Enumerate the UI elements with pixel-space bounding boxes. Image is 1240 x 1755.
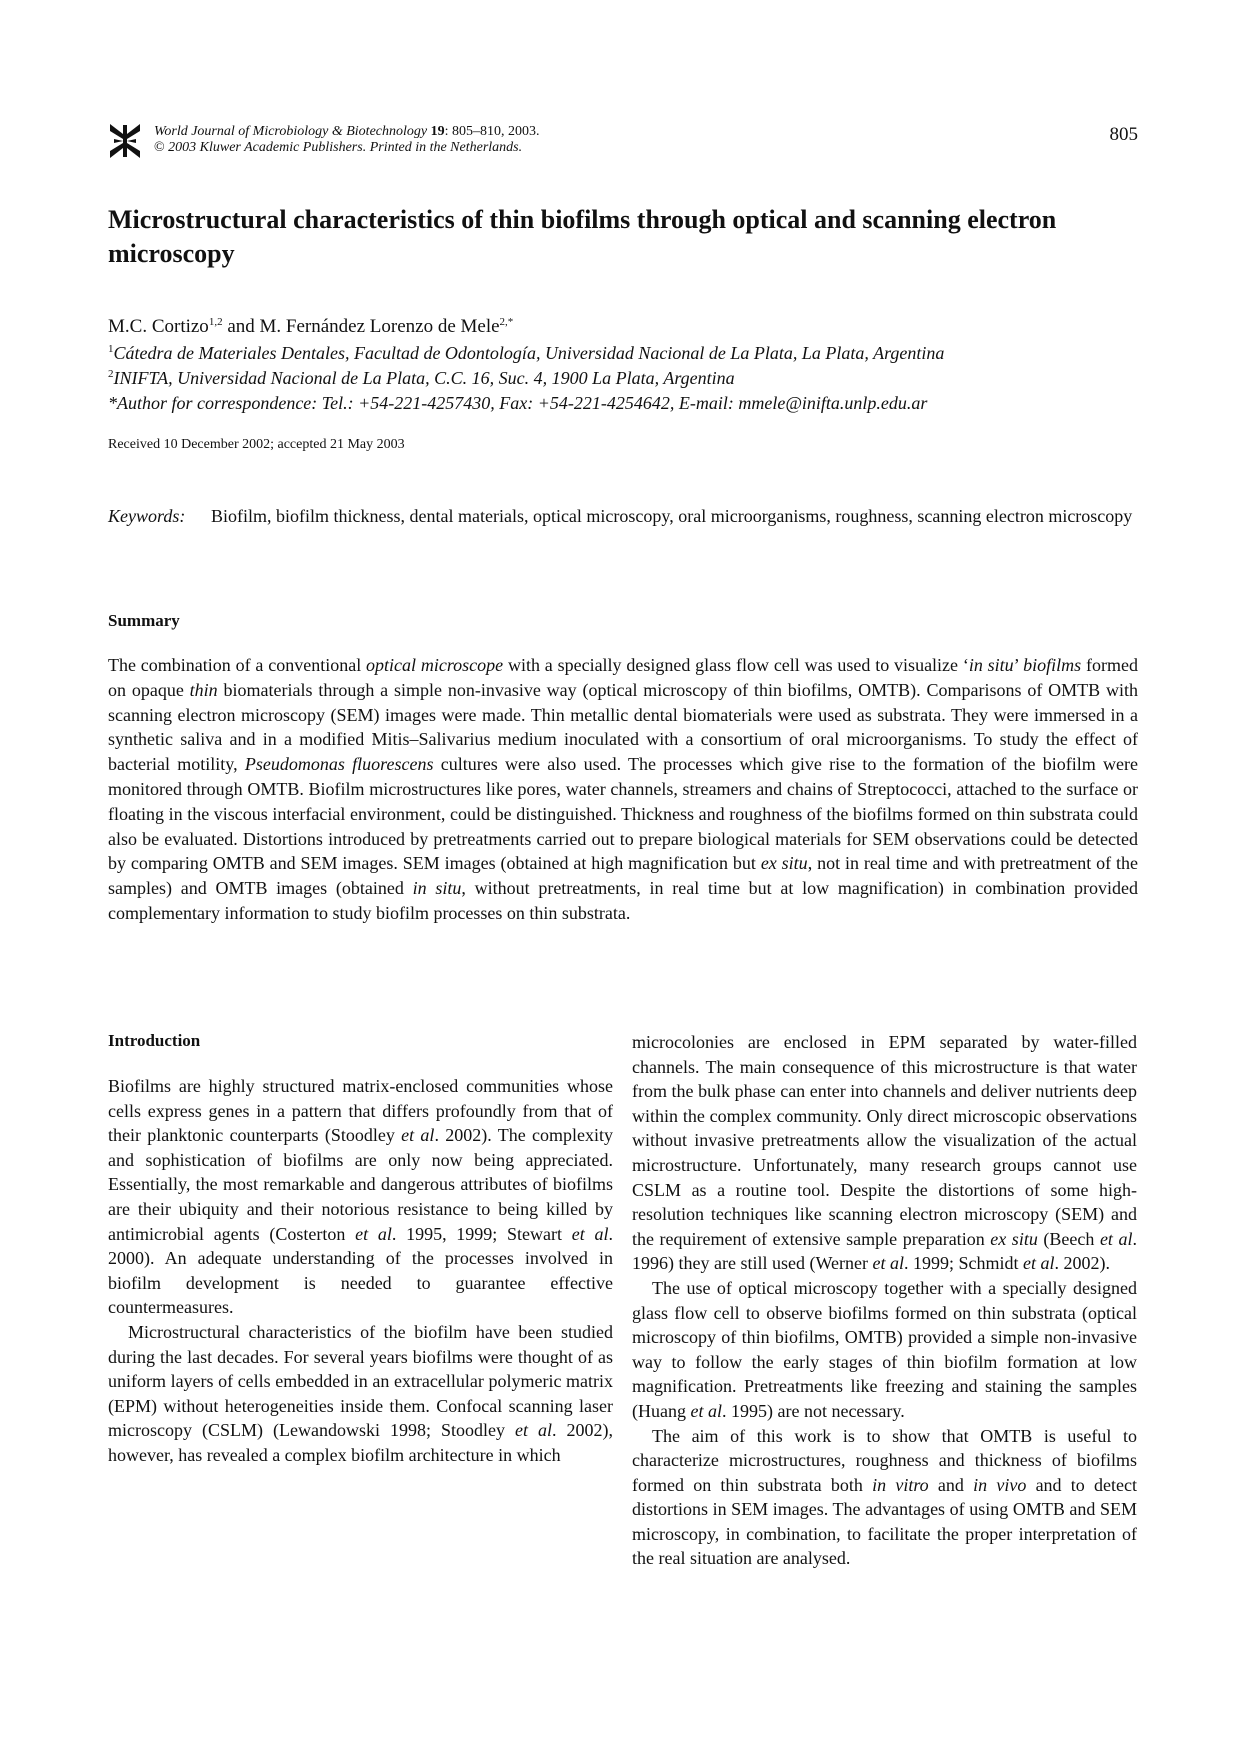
journal-header bbox=[108, 122, 1138, 162]
intro-paragraph-2: Microstructural characteristics of the biofilm have been studied during the last decades. For several years biofilms were thought of as uniform layers of cells embedded in an extracellular polymeric matrix (EPM) without heterogeneities inside them. Confocal scanning laser microscopy (CSLM) (Lewandowski 1998; Stoodley et al. 2002), however, has revealed a complex biofilm architecture in which bbox=[108, 1321, 613, 1465]
summary-paragraph: The combination of a conventional optical microscope with a specially designed glass flow cell was used to visualize ‘in situ’ biofilms formed on opaque thin biomaterials through a simple non-invasive way (optical microscopy of thin biofilms, OMTB). Comparisons of OMTB with scanning electron microscopy (SEM) images were made. Thin metallic dental biomaterials were used as substrata. They were immersed in a synthetic saliva and in a modified Mitis–Salivarius medium inoculated with a consortium of oral microorganisms. To study the effect of bacterial motility, Pseudomonas fluorescens cultures were also used. The processes which give rise to the formation of the biofilm were monitored through OMTB. Biofilm microstructures like pores, water channels, streamers and chains of Streptococci, attached to the surface or floating in the viscous interfacial environment, could be distinguished. Thickness and roughness of the biofilms formed on thin substrata could also be evaluated. Distortions introduced by pretreatments carried out to prepare biological materials for SEM observations could be detected by comparing OMTB and SEM images. SEM images (obtained at high magnification but ex situ, not in real time and with pretreatment of the samples) and OMTB images (obtained in situ, without pretreatments, in real time but at low magnification) in combination provided complementary information to study biofilm processes on thin substrata. bbox=[108, 655, 1139, 923]
intro-paragraph-4: The aim of this work is to show that OMTB is useful to characterize microstructures, roughness and thickness of biofilms formed on thin substrata both in vitro and in vivo and to detect distortions in SEM images. The advantages of using OMTB and SEM microscopy, in combination, to facilitate the proper interpretation of the real situation are analysed. bbox=[632, 1425, 1137, 1569]
affiliation-mark: 1 bbox=[108, 343, 114, 355]
copyright-symbol: © bbox=[154, 140, 165, 155]
affiliation-text: Author for correspondence: Tel.: +54-221-4257430, Fax: +54-221-4254642, E-mail: mmele@inifta.unlp.edu.ar bbox=[117, 393, 928, 413]
author-line bbox=[108, 315, 1138, 339]
keywords-label: Keywords: bbox=[108, 506, 186, 526]
affiliation-2 bbox=[108, 366, 1138, 390]
affiliation-text: INIFTA, Universidad Nacional de La Plata, C.C. 16, Suc. 4, 1900 La Plata, Argentina bbox=[113, 368, 735, 388]
journal-citation bbox=[154, 124, 540, 156]
paper-title: Microstructural characteristics of thin biofilms through optical and scanning electron microscopy bbox=[108, 205, 1057, 268]
author-2: M. Fernández Lorenzo de Mele bbox=[259, 316, 500, 337]
copyright-text: 2003 Kluwer Academic Publishers. Printed in the Netherlands. bbox=[164, 140, 523, 155]
summary-heading: Summary bbox=[108, 611, 180, 630]
page-number: 805 bbox=[1109, 124, 1138, 145]
introduction-heading: Introduction bbox=[108, 1031, 201, 1050]
intro-paragraph-1: Biofilms are highly structured matrix-enclosed communities whose cells express genes in a pattern that differs profoundly from that of their planktonic counterparts (Stoodley et al. 2002). The complexity and sophistication of biofilms are only now being appreciated. Essentially, the most remarkable and dangerous attributes of biofilms are their ubiquity and their notorious resistance to being killed by antimicrobial agents (Costerton et al. 1995, 1999; Stewart et al. 2000). An adequate understanding of the processes involved in biofilm development is needed to guarantee effective countermeasures. bbox=[108, 1076, 613, 1318]
affiliation-1 bbox=[108, 341, 1138, 365]
affiliation-mark: 2 bbox=[108, 368, 114, 380]
author-1: M.C. Cortizo bbox=[108, 316, 209, 337]
journal-volume: 19 bbox=[430, 124, 445, 139]
received-dates: Received 10 December 2002; accepted 21 May 2003 bbox=[108, 437, 405, 452]
intro-paragraph-2-tail: microcolonies are enclosed in EPM separated by water-filled channels. The main consequence of this microstructure is that water from the bulk phase can enter into channels and deliver nutrients deep within the complex community. Only direct microscopic observations without invasive pretreatments allow the visualization of the actual microstructure. Unfortunately, many research groups cannot use CSLM as a routine tool. Despite the distortions of some high-resolution techniques like scanning electron microscopy (SEM) and the requirement of extensive sample preparation ex situ (Beech et al. 1996) they are still used (Werner et al. 1999; Schmidt et al. 2002). bbox=[632, 1032, 1137, 1274]
journal-name: World Journal of Microbiology & Biotechnology bbox=[154, 124, 428, 139]
author-1-affil: 1,2 bbox=[208, 316, 223, 328]
journal-pages: : 805–810, 2003. bbox=[444, 124, 540, 139]
intro-paragraph-3: The use of optical microscopy together with a specially designed glass flow cell to observe biofilms formed on thin substrata (optical microscopy of thin biofilms, OMTB) provided a simple non-invasive way to follow the early stages of thin biofilm formation at low magnification. Pretreatments like freezing and staining the samples (Huang et al. 1995) are not necessary. bbox=[632, 1277, 1137, 1421]
author-2-affil: 2,* bbox=[499, 316, 514, 328]
keywords-text: Biofilm, biofilm thickness, dental materials, optical microscopy, oral microorganisms, roughness, scanning electron microscopy bbox=[211, 506, 1133, 526]
affiliation-mark: * bbox=[108, 393, 117, 413]
body-column-right bbox=[632, 1030, 1137, 1571]
corresponding-mark: * bbox=[507, 316, 514, 328]
author-connector: and bbox=[222, 316, 260, 337]
intro-paragraph-2-overflow: microcolonies are enclosed in EPM separated by water-filled channels. The main consequence of this microstructure is that water from the bulk phase can enter into channels and deliver nutrients deep within the complex community. Only direct microscopic observations without invasive pretreatments allow the visualization of the actual microstructure. Unfortunately, many research groups cannot use CSLM as a routine tool. Despite the distortions of some high-resolution techniques like scanning electron microscopy (SEM) and the requirement of extensive sample preparation bbox=[632, 1032, 1137, 1249]
correspondence-info bbox=[108, 391, 1138, 415]
publisher-logo-icon bbox=[108, 122, 142, 160]
body-column-left bbox=[108, 1030, 613, 1468]
affiliation-text: Cátedra de Materiales Dentales, Facultad de Odontología, Universidad Nacional de La Plata, La Plata, Argentina bbox=[113, 343, 945, 363]
